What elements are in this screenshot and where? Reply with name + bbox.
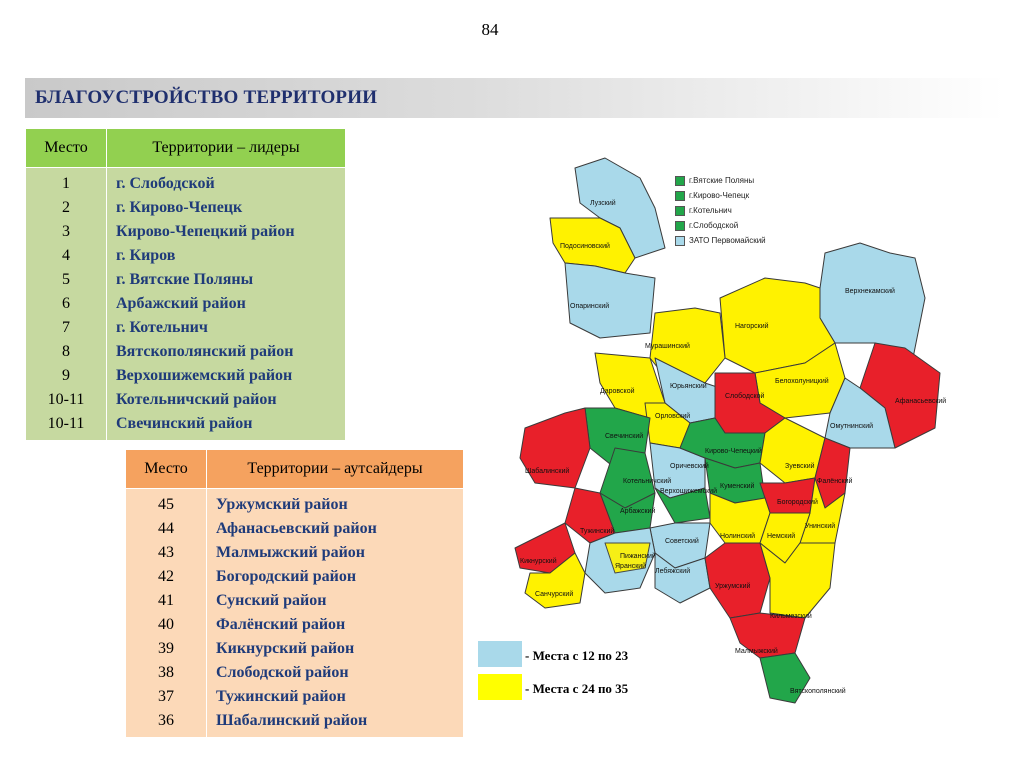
region-label: Зуевский: [785, 463, 815, 470]
table-row: [126, 489, 464, 738]
place-value: 39: [158, 640, 174, 657]
territory-name: Свечинский район: [116, 415, 253, 432]
page-number: 84: [481, 20, 499, 39]
map-legend-label: г.Котельнич: [689, 206, 732, 215]
territory-name: Арбажский район: [116, 295, 246, 312]
place-value: 37: [158, 688, 174, 705]
region-verkhnekamsky: [820, 243, 925, 358]
legend-swatch: [675, 206, 685, 216]
place-value: 36: [158, 712, 174, 729]
region-label: Малмыжский: [735, 648, 778, 655]
territory-name: Фалёнский район: [216, 616, 346, 633]
region-label: Мурашинский: [645, 343, 690, 350]
map-legend-item: [675, 188, 766, 203]
region-label: Даровской: [600, 388, 635, 395]
territory-name: Вятскополянский район: [116, 343, 294, 360]
map-legend-label: ЗАТО Первомайский: [689, 236, 766, 245]
map-legend-label: г.Слободской: [689, 221, 739, 230]
territory-name: г. Киров: [116, 247, 176, 264]
territory-name: Тужинский район: [216, 688, 346, 705]
territory-name: Верхошижемский район: [116, 367, 293, 384]
region-label: Куменский: [720, 483, 755, 490]
region-label: Орловский: [655, 413, 691, 420]
region-label: Санчурский: [535, 591, 574, 598]
region-label: Унинский: [805, 523, 836, 530]
legend-swatch: [675, 191, 685, 201]
region-label: Яранский: [615, 563, 647, 570]
region-label: Омутнинский: [830, 423, 874, 430]
place-value: 44: [158, 520, 174, 537]
leaders-names-cell: [107, 168, 346, 441]
place-value: 9: [62, 367, 70, 384]
territory-name: Уржумский район: [216, 496, 348, 513]
place-value: 8: [62, 343, 70, 360]
territory-name: г. Котельнич: [116, 319, 208, 336]
territory-name: Слободской район: [216, 664, 349, 681]
place-value: 7: [62, 319, 70, 336]
legend-label-blue: - Места с 12 по 23: [525, 648, 629, 663]
territory-name: г. Кирово-Чепецк: [116, 199, 243, 216]
outsiders-names-cell: [207, 489, 464, 738]
place-value: 5: [62, 271, 70, 288]
territory-name: г. Слободской: [116, 175, 215, 192]
region-label: Подосиновский: [560, 243, 610, 250]
region-vyatskopolyansky: [760, 653, 810, 703]
territory-name: Кирово-Чепецкий район: [116, 223, 295, 240]
table-row: [26, 168, 346, 441]
place-value: 42: [158, 568, 174, 585]
region-label: Лебяжский: [655, 568, 691, 575]
territory-name: Кикнурский район: [216, 640, 355, 657]
place-value: 45: [158, 496, 174, 513]
region-label: Арбажский: [620, 508, 656, 515]
place-value: 38: [158, 664, 174, 681]
region-label: Вятскополянский: [790, 688, 846, 695]
territory-name: Шабалинский район: [216, 712, 368, 729]
territory-name: Сунский район: [216, 592, 327, 609]
place-value: 43: [158, 544, 174, 561]
territory-name: Малмыжский район: [216, 544, 366, 561]
page-title: БЛАГОУСТРОЙСТВО ТЕРРИТОРИИ: [35, 87, 378, 108]
outsiders-table: [125, 449, 464, 738]
region-label: Богородский: [777, 499, 818, 506]
leaders-header-place: Место: [26, 129, 107, 168]
territory-name: г. Вятские Поляны: [116, 271, 254, 288]
place-value: 41: [158, 592, 174, 609]
region-label: Фалёнский: [817, 478, 853, 485]
map-legend-item: [675, 203, 766, 218]
region-label: Свечинский: [605, 433, 644, 440]
region-label: Опаринский: [570, 303, 610, 310]
map-legend: [675, 173, 766, 248]
outsiders-header-name: Территории – аутсайдеры: [207, 450, 464, 489]
place-value: 10-11: [47, 415, 85, 432]
region-label: Слободской: [725, 393, 765, 400]
outsiders-places-cell: [126, 489, 207, 738]
place-value: 6: [62, 295, 70, 312]
region-label: Уржумский: [715, 583, 751, 590]
region-oparinsky: [565, 263, 655, 338]
outsiders-header-place: Место: [126, 450, 207, 489]
leaders-header-name: Территории – лидеры: [107, 129, 346, 168]
region-label: Лузский: [590, 200, 616, 207]
region-label: Кикнурский: [520, 558, 557, 565]
legend-swatch: [675, 236, 685, 246]
region-kilmezsky: [760, 543, 835, 618]
map-legend-label: г.Кирово-Чепецк: [689, 191, 750, 200]
place-value: 3: [62, 223, 70, 240]
region-label: Пижанский: [620, 553, 656, 560]
legend-swatch-blue: [478, 641, 522, 667]
region-label: Афанасьевский: [895, 398, 947, 405]
region-label: Котельничский: [623, 478, 672, 485]
legend-swatch: [675, 176, 685, 186]
place-value: 4: [62, 247, 70, 264]
legend-swatch-yellow: [478, 674, 522, 700]
region-label: Нолинский: [720, 533, 756, 540]
territory-name: Афанасьевский район: [216, 520, 377, 537]
region-label: Нагорский: [735, 323, 769, 330]
region-label: Оричевский: [670, 463, 709, 470]
place-value: 40: [158, 616, 174, 633]
region-label: Советский: [665, 538, 699, 545]
place-value: 1: [62, 175, 70, 192]
region-label: Верхошижемский: [660, 488, 717, 495]
region-label: Белохолуницкий: [775, 378, 829, 385]
map-legend-label: г.Вятские Поляны: [689, 176, 755, 185]
region-label: Тужинский: [580, 528, 615, 535]
territory-name: Богородский район: [216, 568, 357, 585]
map-legend-item: [675, 173, 766, 188]
title-bar: [25, 78, 1005, 118]
region-label: Кирово-Чепецкий: [705, 448, 762, 455]
place-value: 10-11: [47, 391, 85, 408]
region-label: Верхнекамский: [845, 288, 895, 295]
region-label: Немский: [767, 533, 796, 540]
legend-swatch: [675, 221, 685, 231]
region-shabalinsky: [520, 408, 590, 488]
map-legend-item: [675, 218, 766, 233]
region-label: Шабалинский: [525, 468, 570, 475]
legend-label-yellow: - Места с 24 по 35: [525, 681, 629, 696]
map-legend-item: [675, 233, 766, 248]
place-value: 2: [62, 199, 70, 216]
region-urzhumsky: [705, 543, 770, 618]
region-label: Кильмезский: [770, 613, 812, 620]
leaders-table: [25, 128, 346, 441]
leaders-places-cell: [26, 168, 107, 441]
region-label: Юрьянский: [670, 383, 707, 390]
territory-name: Котельничский район: [116, 391, 277, 408]
